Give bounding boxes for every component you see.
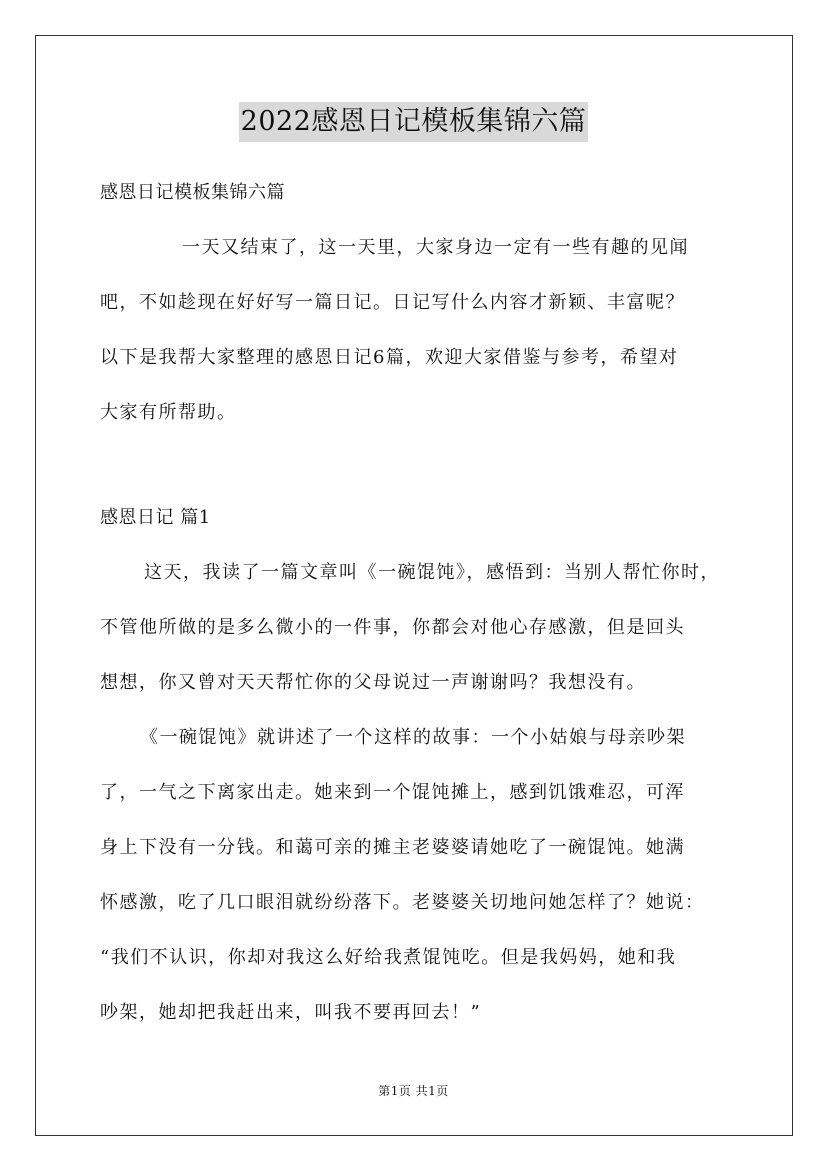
page-footer: 第1页 共1页 [378, 1084, 449, 1098]
title-wrapper [0, 102, 827, 142]
intro-line: 一天又结束了，这一天里，大家身边一定有一些有趣的见闻 [182, 237, 689, 258]
section-heading: 感恩日记 篇1 [100, 507, 211, 528]
body-line: 吵架，她却把我赶出来，叫我不要再回去！” [100, 1002, 482, 1023]
body-line: 怀感激，吃了几口眼泪就纷纷落下。老婆婆关切地问她怎样了？她说： [100, 892, 705, 913]
intro-line: 大家有所帮助。 [100, 402, 237, 423]
intro-line: 以下是我帮大家整理的感恩日记6篇，欢迎大家借鉴与参考，希望对 [100, 347, 679, 368]
body-line: 《一碗馄饨》就讲述了一个这样的故事：一个小姑娘与母亲吵架 [140, 727, 686, 748]
body-line: 想想，你又曾对天天帮忙你的父母说过一声谢谢吗？我想没有。 [100, 672, 646, 693]
body-line: 这天，我读了一篇文章叫《一碗馄饨》，感悟到：当别人帮忙你时， [144, 562, 720, 583]
body-line: 不管他所做的是多么微小的一件事，你都会对他心存感激，但是回头 [100, 617, 685, 638]
body-line: 了，一气之下离家出走。她来到一个馄饨摊上，感到饥饿难忍，可浑 [100, 782, 685, 803]
intro-line: 吧，不如趁现在好好写一篇日记。日记写什么内容才新颖、丰富呢？ [100, 292, 685, 313]
body-line: 身上下没有一分钱。和蔼可亲的摊主老婆婆请她吃了一碗馄饨。她满 [100, 837, 685, 858]
body-line: “我们不认识，你却对我这么好给我煮馄饨吃。但是我妈妈，她和我 [100, 947, 677, 968]
document-subtitle: 感恩日记模板集锦六篇 [100, 182, 285, 203]
document-title: 2022感恩日记模板集锦六篇 [239, 102, 589, 142]
